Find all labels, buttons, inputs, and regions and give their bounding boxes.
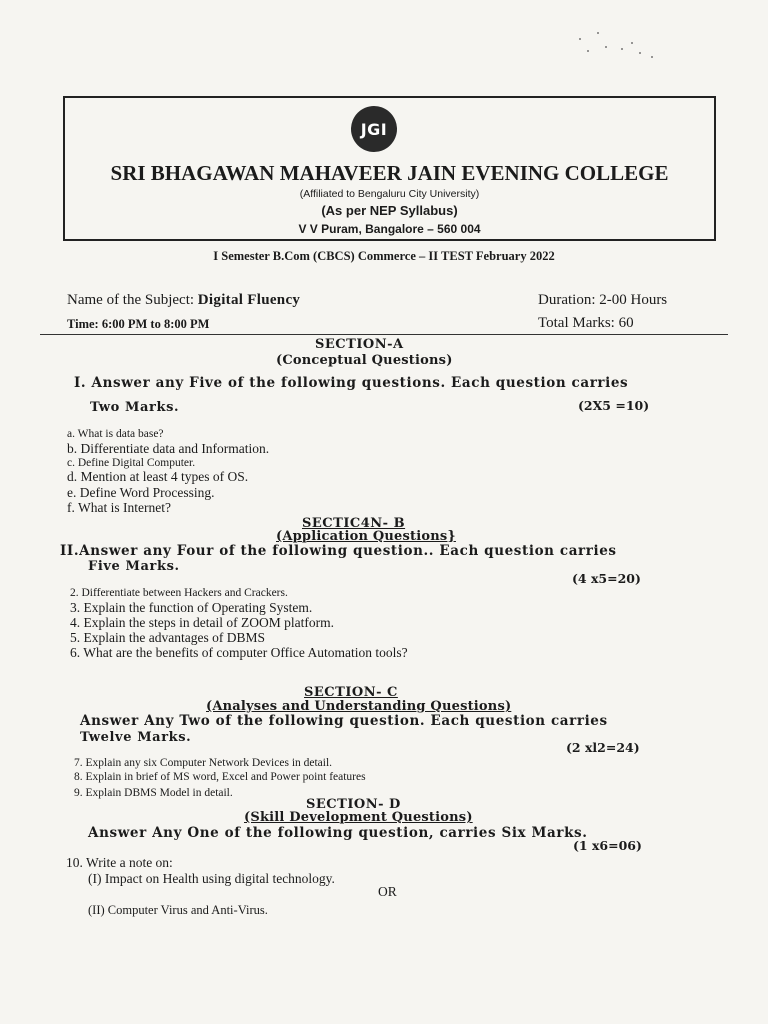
question-3: 3. Explain the function of Operating System. — [70, 600, 313, 615]
section-c-title: SECTION- C — [304, 685, 398, 700]
section-d-marks: (1 x6=06) — [573, 838, 642, 853]
section-b-subtitle: (Application Questions} — [276, 529, 456, 544]
total-marks: Total Marks: 60 — [538, 315, 634, 331]
question-d: d. Mention at least 4 types of OS. — [67, 469, 249, 484]
college-name: SRI BHAGAWAN MAHAVEER JAIN EVENING COLLEGE — [110, 161, 669, 185]
affiliation: (Affiliated to Bengaluru City University) — [299, 188, 480, 200]
college-header — [63, 96, 716, 241]
question-10-option-1: (I) Impact on Health using digital technology. — [88, 871, 335, 886]
section-c-instruction-cont: Twelve Marks. — [80, 730, 192, 745]
question-2: 2. Differentiate between Hackers and Crackers. — [70, 587, 288, 599]
subject-value: Digital Fluency — [197, 292, 301, 308]
exam-title: I Semester B.Com (CBCS) Commerce – II TEST February 2022 — [213, 249, 555, 263]
question-f: f. What is Internet? — [67, 500, 171, 515]
section-a-subtitle: (Conceptual Questions) — [276, 353, 453, 368]
question-10: 10. Write a note on: — [66, 855, 173, 870]
question-e: e. Define Word Processing. — [67, 485, 215, 500]
question-7: 7. Explain any six Computer Network Devices in detail. — [74, 757, 333, 769]
section-b-marks: (4 x5=20) — [572, 571, 641, 586]
college-address: V V Puram, Bangalore – 560 004 — [298, 222, 481, 236]
header-divider — [40, 334, 728, 335]
question-9: 9. Explain DBMS Model in detail. — [74, 787, 233, 799]
logo-text: JGI — [360, 119, 388, 139]
section-b-instruction-cont: Five Marks. — [88, 559, 180, 574]
section-b-instruction: II.Answer any Four of the following question.. Each question carries — [60, 543, 617, 559]
section-d-title: SECTION- D — [306, 797, 401, 812]
subject-line — [67, 292, 300, 309]
college-logo — [351, 106, 397, 152]
question-8: 8. Explain in brief of MS word, Excel and Power point features — [74, 771, 366, 783]
section-d-instruction: Answer Any One of the following question, carries Six Marks. — [88, 825, 588, 841]
section-c-subtitle: (Analyses and Understanding Questions) — [206, 699, 512, 714]
subject-label: Name of the Subject: — [67, 292, 195, 308]
section-c-marks: (2 xl2=24) — [566, 740, 640, 755]
question-5: 5. Explain the advantages of DBMS — [70, 630, 265, 645]
section-a-instruction: I. Answer any Five of the following questions. Each question carries — [74, 375, 629, 391]
section-a-marks: (2X5 =10) — [578, 398, 650, 413]
duration: Duration: 2-00 Hours — [538, 292, 668, 308]
scan-specks — [575, 28, 665, 68]
syllabus-note: (As per NEP Syllabus) — [321, 203, 458, 218]
question-c: c. Define Digital Computer. — [67, 457, 196, 469]
exam-time: Time: 6:00 PM to 8:00 PM — [67, 317, 210, 331]
section-a-title: SECTION-A — [315, 337, 404, 352]
section-b-title: SECTIC4N- B — [302, 516, 406, 531]
section-c-instruction: Answer Any Two of the following question. Each question carries — [80, 713, 608, 729]
section-d-subtitle: (Skill Development Questions) — [244, 810, 473, 825]
question-b: b. Differentiate data and Information. — [67, 441, 270, 456]
section-a-instruction-cont: Two Marks. — [90, 400, 180, 415]
question-10-option-2: (II) Computer Virus and Anti-Virus. — [88, 903, 268, 917]
question-6: 6. What are the benefits of computer Office Automation tools? — [70, 645, 408, 660]
question-4: 4. Explain the steps in detail of ZOOM platform. — [70, 615, 334, 630]
or-separator: OR — [378, 884, 397, 899]
question-a: a. What is data base? — [67, 428, 164, 440]
